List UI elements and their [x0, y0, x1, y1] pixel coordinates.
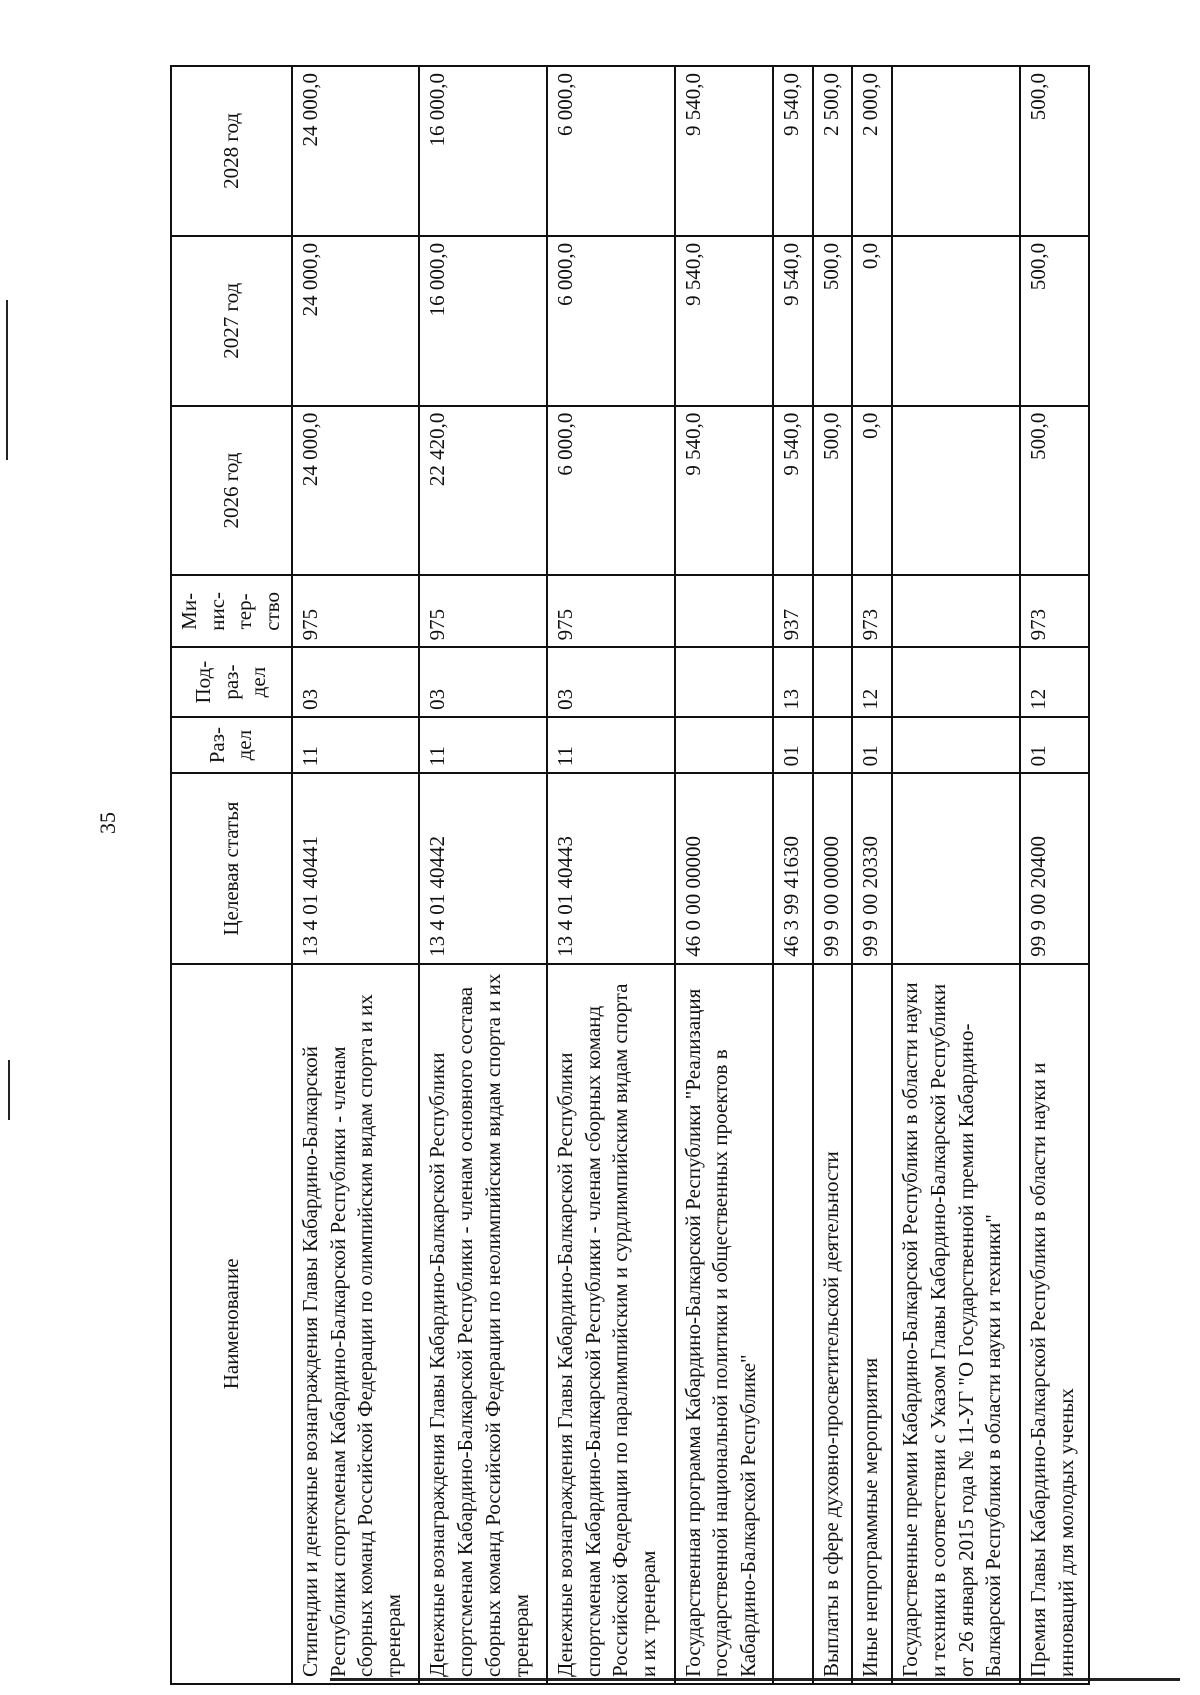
cell-y2027: 9 540,0 — [773, 236, 813, 406]
cell-name: Премия Главы Кабардино-Балкарской Республики в области науки и инноваций для молодых ученых — [1020, 964, 1089, 1684]
cell-podrazdel — [892, 647, 1020, 716]
table-row — [852, 66, 892, 1684]
table-row — [547, 66, 675, 1684]
cell-podrazdel: 12 — [852, 647, 892, 716]
cell-ministry: 975 — [419, 575, 547, 647]
page-number: 35 — [95, 812, 120, 834]
cell-razdel: 11 — [419, 717, 547, 774]
cell-y2026: 24 000,0 — [292, 406, 420, 576]
cell-y2027: 500,0 — [813, 236, 853, 406]
cell-y2028: 2 500,0 — [813, 66, 853, 236]
cell-podrazdel: 03 — [547, 647, 675, 716]
cell-y2028 — [892, 66, 1020, 236]
cell-razdel: 01 — [852, 717, 892, 774]
cell-ministry: 973 — [1020, 575, 1089, 647]
cell-razdel: 11 — [292, 717, 420, 774]
cell-y2026: 9 540,0 — [675, 406, 773, 576]
cell-ministry: 973 — [852, 575, 892, 647]
cell-razdel: 01 — [1020, 717, 1089, 774]
table-row — [773, 66, 813, 1684]
cell-razdel: 11 — [547, 717, 675, 774]
table-row — [1020, 66, 1089, 1684]
table-row — [813, 66, 853, 1684]
cell-code: 99 9 00 00000 — [813, 773, 853, 963]
cell-name: Иные непрограммные мероприятия — [852, 964, 892, 1684]
header-2027: 2027 год — [171, 236, 292, 406]
cell-ministry — [892, 575, 1020, 647]
cell-y2027: 500,0 — [1020, 236, 1089, 406]
header-2028: 2028 год — [171, 66, 292, 236]
cell-y2026: 500,0 — [813, 406, 853, 576]
cell-podrazdel — [813, 647, 853, 716]
cell-ministry — [813, 575, 853, 647]
cell-ministry: 975 — [292, 575, 420, 647]
cell-y2028: 500,0 — [1020, 66, 1089, 236]
cell-podrazdel: 03 — [292, 647, 420, 716]
cell-y2028: 6 000,0 — [547, 66, 675, 236]
cell-y2028: 16 000,0 — [419, 66, 547, 236]
cell-y2027: 9 540,0 — [675, 236, 773, 406]
cell-name — [773, 964, 813, 1684]
cell-name: Государственная программа Кабардино-Балкарской Республики "Реализация государственной национальной политики и общественных проектов в Кабардино-Балкарской Республике" — [675, 964, 773, 1684]
cell-ministry: 975 — [547, 575, 675, 647]
cell-name: Стипендии и денежные вознаграждения Главы Кабардино-Балкарской Республики спортсменам Кабардино-Балкарской Республики - членам сборных команд Российской Федерации по олимпийским видам спорта и их тренерам — [292, 964, 420, 1684]
table-row — [892, 66, 1020, 1684]
budget-table — [170, 65, 1090, 1685]
table-row — [675, 66, 773, 1684]
cell-razdel — [813, 717, 853, 774]
cell-code: 13 4 01 40442 — [419, 773, 547, 963]
cell-podrazdel: 12 — [1020, 647, 1089, 716]
header-razdel: Раз-дел — [171, 717, 292, 774]
cell-y2026: 6 000,0 — [547, 406, 675, 576]
cell-code — [892, 773, 1020, 963]
table-body — [292, 66, 1089, 1684]
cell-name: Выплаты в сфере духовно-просветительской деятельности — [813, 964, 853, 1684]
scan-edge-left — [6, 300, 8, 460]
cell-code: 99 9 00 20400 — [1020, 773, 1089, 963]
header-name: Наименование — [171, 964, 292, 1684]
cell-y2027: 0,0 — [852, 236, 892, 406]
header-row — [171, 66, 292, 1684]
scan-edge-left-lower — [8, 1060, 10, 1120]
header-ministry: Ми-нис-тер-ство — [171, 575, 292, 647]
cell-y2028: 9 540,0 — [773, 66, 813, 236]
cell-code: 13 4 01 40441 — [292, 773, 420, 963]
cell-code: 13 4 01 40443 — [547, 773, 675, 963]
header-code: Целевая статья — [171, 773, 292, 963]
cell-y2026: 0,0 — [852, 406, 892, 576]
cell-name: Государственные премии Кабардино-Балкарской Республики в области науки и техники в соответствии с Указом Главы Кабардино-Балкарской Республики от 26 января 2015 года № 11-УГ "О Государственной премии Кабардино-Балкарской Республики в области науки и техники" — [892, 964, 1020, 1684]
cell-y2028: 24 000,0 — [292, 66, 420, 236]
cell-podrazdel: 13 — [773, 647, 813, 716]
cell-podrazdel: 03 — [419, 647, 547, 716]
cell-razdel — [675, 717, 773, 774]
header-2026: 2026 год — [171, 406, 292, 576]
cell-y2027: 16 000,0 — [419, 236, 547, 406]
cell-razdel: 01 — [773, 717, 813, 774]
rotated-page — [170, 65, 1090, 1685]
cell-podrazdel — [675, 647, 773, 716]
header-podrazdel: Под-раз-дел — [171, 647, 292, 716]
cell-razdel — [892, 717, 1020, 774]
cell-y2026: 500,0 — [1020, 406, 1089, 576]
cell-y2026: 9 540,0 — [773, 406, 813, 576]
cell-y2027: 24 000,0 — [292, 236, 420, 406]
cell-code: 99 9 00 20330 — [852, 773, 892, 963]
cell-y2028: 2 000,0 — [852, 66, 892, 236]
table-row — [419, 66, 547, 1684]
cell-ministry — [675, 575, 773, 647]
cell-y2028: 9 540,0 — [675, 66, 773, 236]
cell-y2027 — [892, 236, 1020, 406]
table-row — [292, 66, 420, 1684]
cell-ministry: 937 — [773, 575, 813, 647]
cell-name: Денежные вознаграждения Главы Кабардино-Балкарской Республики спортсменам Кабардино-Балкарской Республики - членам сборных команд Российской Федерации по паралимпийским и сурдлимпийским видам спорта и их тренерам — [547, 964, 675, 1684]
cell-name: Денежные вознаграждения Главы Кабардино-Балкарской Республики спортсменам Кабардино-Балкарской Республики - членам основного состава сборных команд Российской Федерации по неолимпийским видам спорта и их тренерам — [419, 964, 547, 1684]
cell-code: 46 3 99 41630 — [773, 773, 813, 963]
cell-y2026: 22 420,0 — [419, 406, 547, 576]
cell-code: 46 0 00 00000 — [675, 773, 773, 963]
cell-y2026 — [892, 406, 1020, 576]
cell-y2027: 6 000,0 — [547, 236, 675, 406]
